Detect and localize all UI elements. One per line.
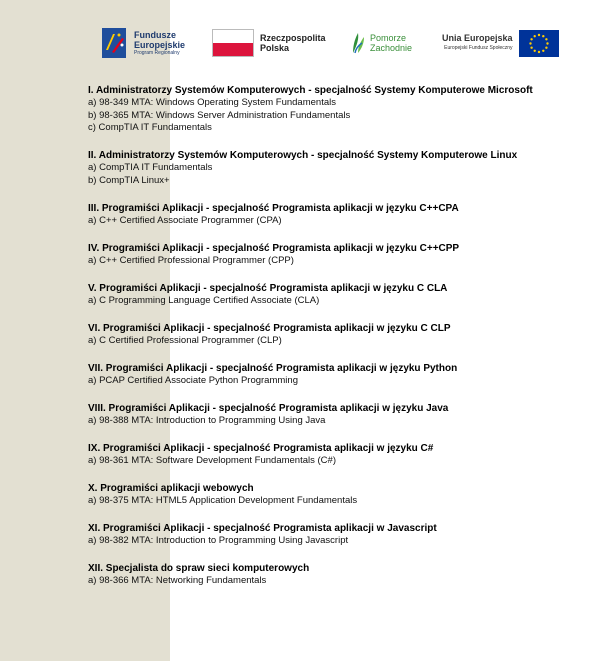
section-2 <box>88 149 608 187</box>
pz-line2: Zachodnie <box>370 43 413 53</box>
section-item: b) 98-365 MTA: Windows Server Administration Fundamentals <box>88 109 351 121</box>
section-heading: X. Programiści aplikacji webowych <box>88 482 254 494</box>
section-heading: IV. Programiści Aplikacji - specjalność Programista aplikacji w języku C++CPP <box>88 242 460 254</box>
section-heading: V. Programiści Aplikacji - specjalność Programista aplikacji w języku C CLA <box>88 282 448 294</box>
section-item: c) CompTIA IT Fundamentals <box>88 122 212 133</box>
section-item: a) 98-375 MTA: HTML5 Application Development Fundamentals <box>88 494 358 506</box>
section-3 <box>88 202 608 228</box>
ue-sub: Europejski Fundusz Społeczny <box>444 45 513 51</box>
section-7 <box>88 362 608 388</box>
section-item: a) C Certified Professional Programmer (CLP) <box>88 334 282 346</box>
section-5 <box>88 282 608 308</box>
rp-line1: Rzeczpospolita <box>260 33 326 43</box>
section-12 <box>88 562 608 588</box>
section-heading: VII. Programiści Aplikacji - specjalność Programista aplikacji w języku Python <box>88 362 458 374</box>
section-item: a) PCAP Certified Associate Python Programming <box>88 374 298 386</box>
rzeczpospolita-logo <box>212 18 326 68</box>
fe-sub: Program Regionalny <box>134 50 180 56</box>
section-item: b) CompTIA Linux+ <box>88 174 170 186</box>
fe-line1: Fundusze <box>134 30 176 40</box>
fundusze-europejskie-logo <box>102 18 185 68</box>
unia-europejska-logo <box>442 18 559 68</box>
section-heading: III. Programiści Aplikacji - specjalność Programista aplikacji w języku C++CPA <box>88 202 459 214</box>
pz-line1: Pomorze <box>370 33 407 43</box>
section-item: a) CompTIA IT Fundamentals <box>88 162 213 173</box>
ue-line1: Unia Europejska <box>442 33 513 43</box>
fe-star-flag-icon <box>102 28 128 58</box>
section-item: a) 98-349 MTA: Windows Operating System Fundamentals <box>88 97 336 108</box>
section-item: a) 98-366 MTA: Networking Fundamentals <box>88 574 267 586</box>
section-heading: VIII. Programiści Aplikacji - specjalność Programista aplikacji w języku Java <box>88 402 449 414</box>
section-item: a) 98-361 MTA: Software Development Fundamentals (C#) <box>88 454 336 466</box>
section-4 <box>88 242 608 268</box>
logo-bar <box>96 18 576 68</box>
section-item: a) C Programming Language Certified Associate (CLA) <box>88 294 320 306</box>
section-item: a) 98-382 MTA: Introduction to Programming Using Javascript <box>88 534 349 546</box>
pomorze-zachodnie-logo <box>350 18 412 68</box>
fe-line2: Europejskie <box>134 40 186 50</box>
section-heading: IX. Programiści Aplikacji - specjalność Programista aplikacji w języku C# <box>88 442 434 454</box>
section-heading: VI. Programiści Aplikacji - specjalność Programista aplikacji w języku C CLP <box>88 322 451 334</box>
section-item: a) 98-388 MTA: Introduction to Programming Using Java <box>88 414 326 426</box>
section-heading: I. Administratorzy Systemów Komputerowych - specjalność Systemy Komputerowe Microsoft <box>88 85 533 96</box>
section-heading: II. Administratorzy Systemów Komputerowych - specjalność Systemy Komputerowe Linux <box>88 150 518 161</box>
course-list <box>88 84 608 602</box>
eu-flag-icon <box>519 30 559 57</box>
section-item: a) C++ Certified Associate Programmer (CPA) <box>88 214 282 226</box>
section-1 <box>88 84 608 135</box>
rp-line2: Polska <box>260 43 290 53</box>
section-6 <box>88 322 608 348</box>
section-8 <box>88 402 608 428</box>
pomorze-leaf-icon <box>350 31 366 55</box>
section-item: a) C++ Certified Professional Programmer (CPP) <box>88 254 294 266</box>
section-heading: XII. Specjalista do spraw sieci komputerowych <box>88 562 310 574</box>
section-9 <box>88 442 608 468</box>
section-10 <box>88 482 608 508</box>
section-11 <box>88 522 608 548</box>
section-heading: XI. Programiści Aplikacji - specjalność Programista aplikacji w Javascript <box>88 522 437 534</box>
polish-flag-icon <box>212 29 254 57</box>
